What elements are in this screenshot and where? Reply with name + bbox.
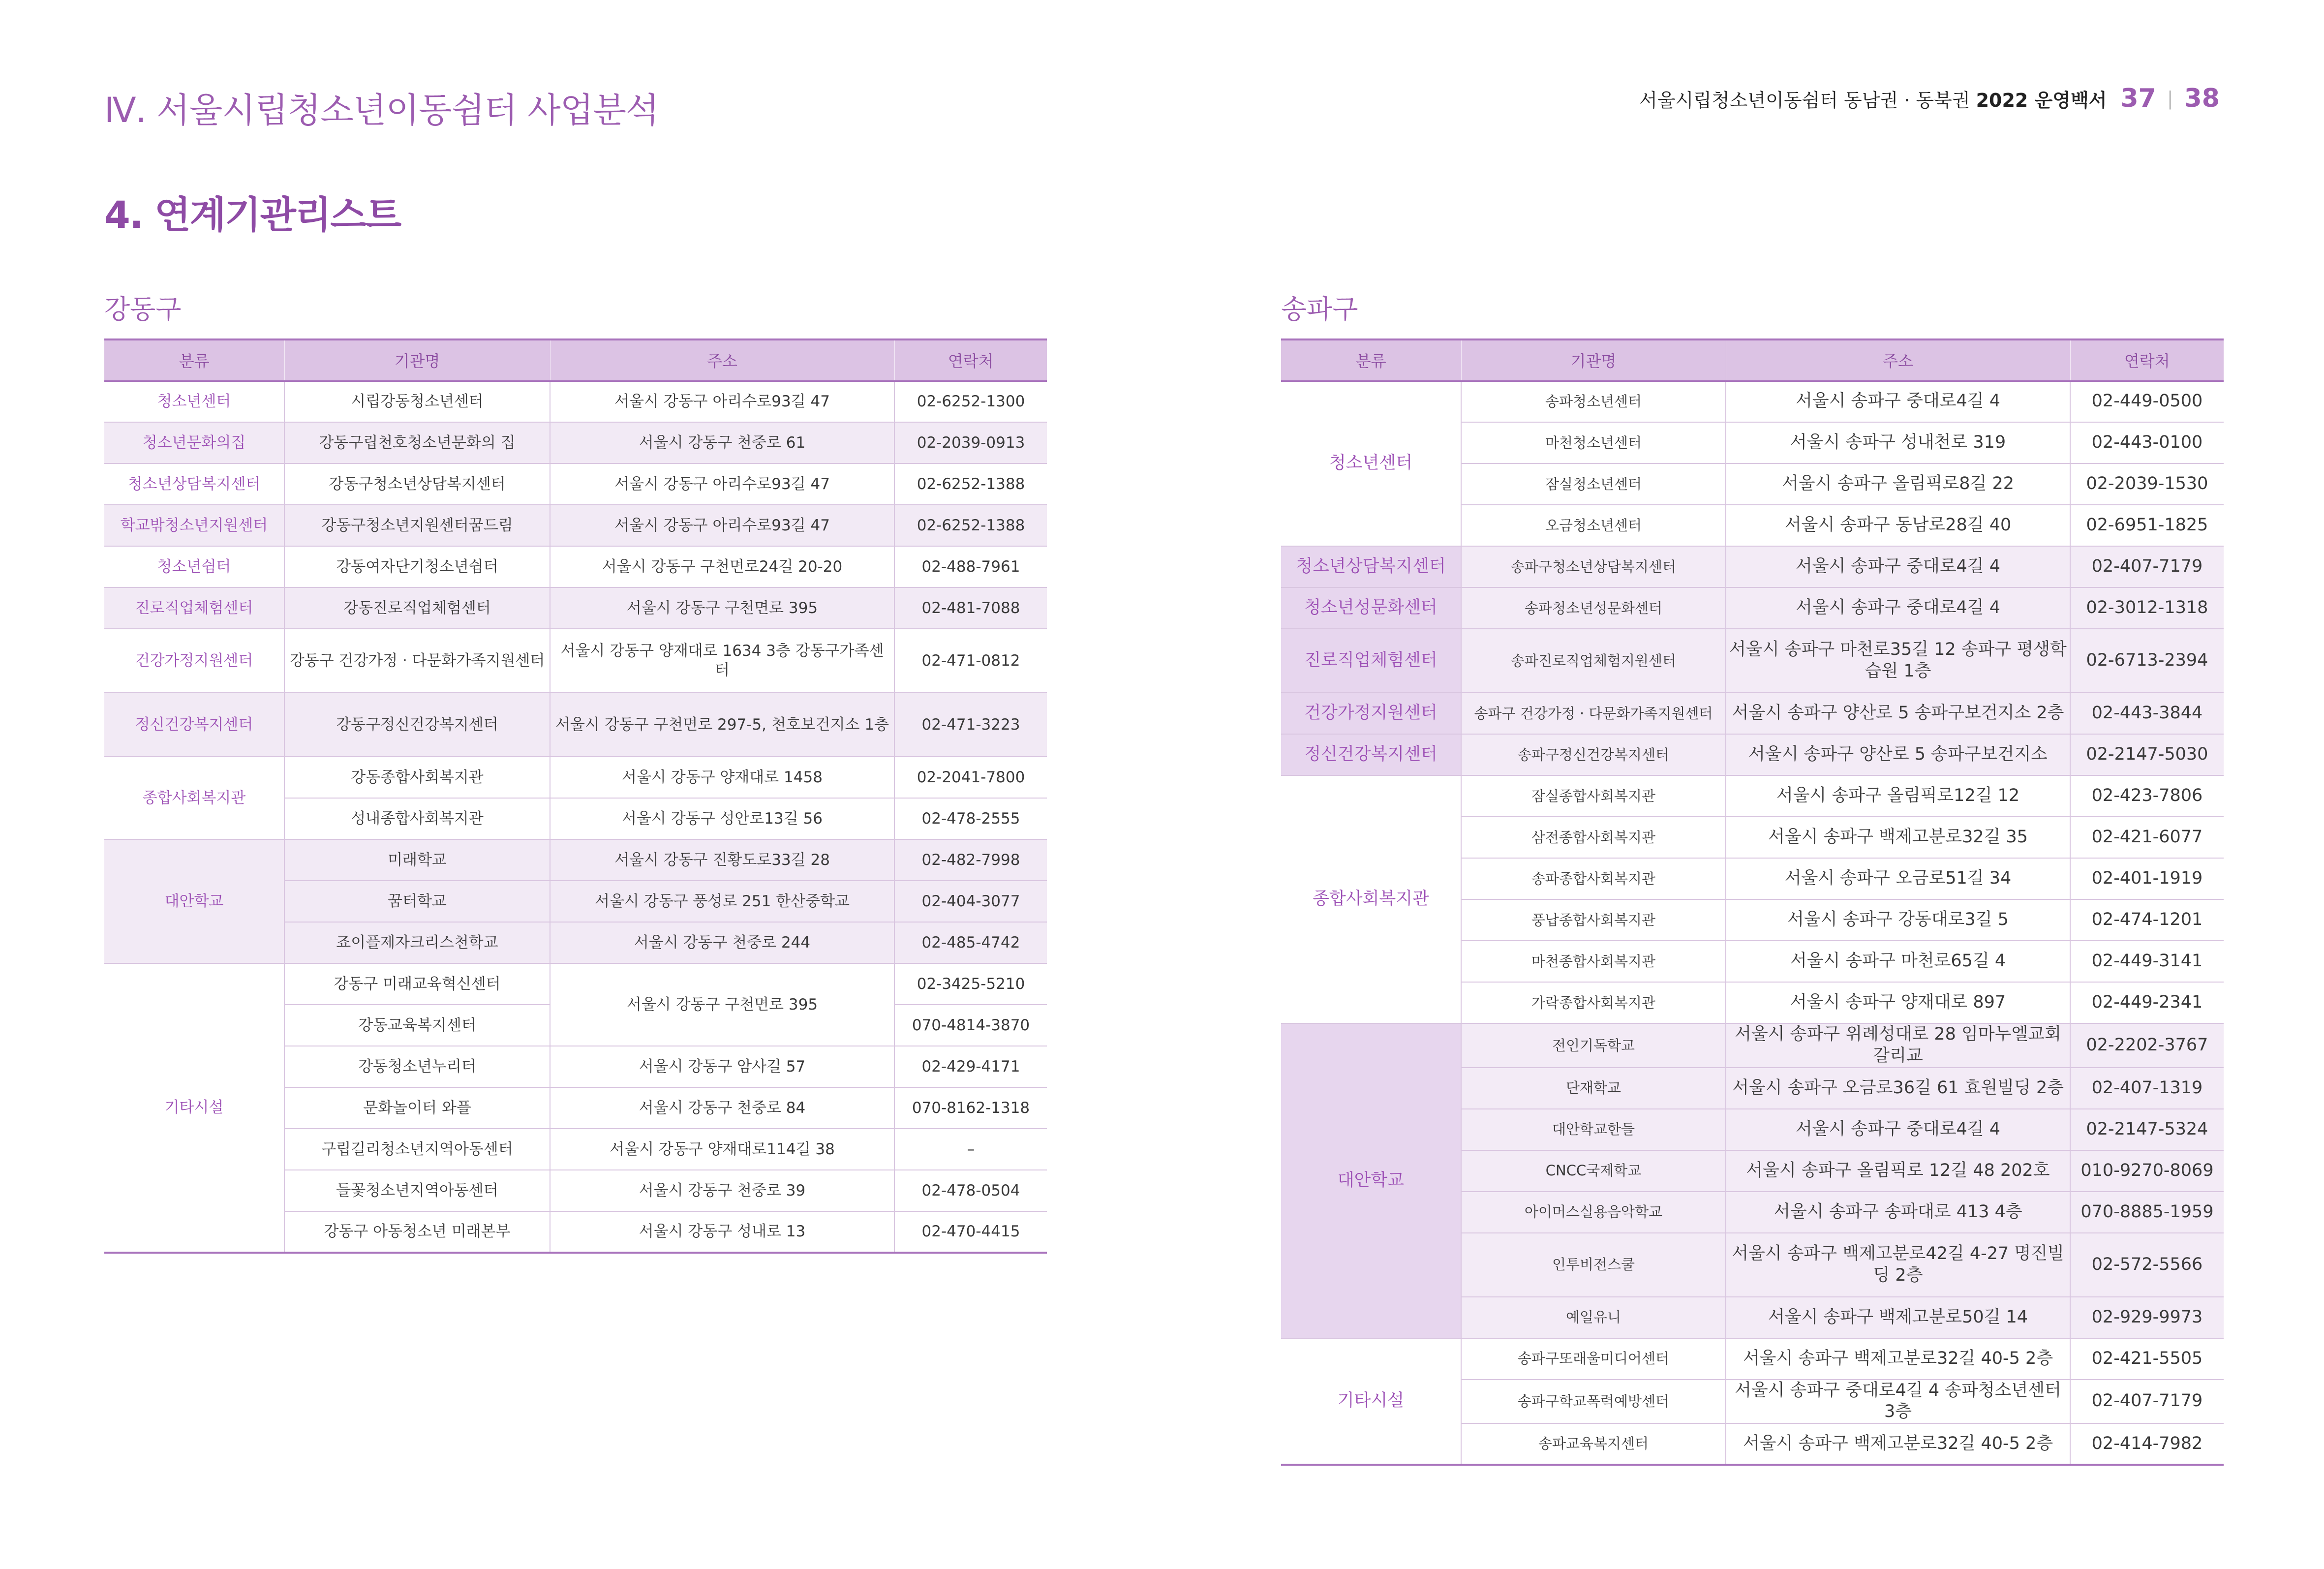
district-heading-gangdong: 강동구 — [104, 294, 182, 325]
address-cell: 서울시 송파구 올림픽로8길 22 — [1726, 463, 2070, 505]
phone-cell: 02-6252-1388 — [894, 463, 1047, 505]
table-row — [104, 463, 1047, 505]
name-cell: 송파진로직업체험지원센터 — [1461, 629, 1726, 693]
name-cell: 송파구청소년상담복지센터 — [1461, 546, 1726, 587]
publication-name: 서울시립청소년이동쉼터 동남권 · 동북권 — [1639, 89, 1970, 111]
name-cell: 송파교육복지센터 — [1461, 1423, 1726, 1465]
address-cell: 서울시 송파구 백제고분로32길 40-5 2층 — [1726, 1338, 2070, 1380]
name-cell: 송파구또래울미디어센터 — [1461, 1338, 1726, 1380]
address-cell: 서울시 강동구 양재대로114길 38 — [550, 1129, 894, 1170]
phone-cell: 02-407-1319 — [2070, 1068, 2224, 1109]
publication-title — [1639, 85, 2107, 112]
address-cell: 서울시 송파구 중대로4길 4 — [1726, 381, 2070, 422]
table-row — [104, 381, 1047, 422]
phone-cell: 02-6951-1825 — [2070, 505, 2224, 546]
name-cell: 송파구 건강가정 · 다문화가족지원센터 — [1461, 693, 1726, 734]
address-cell: 서울시 강동구 아리수로93길 47 — [550, 381, 894, 422]
name-cell: 마천청소년센터 — [1461, 422, 1726, 463]
name-cell: 강동구청소년상담복지센터 — [284, 463, 550, 505]
address-cell: 서울시 송파구 양산로 5 송파구보건지소 — [1726, 734, 2070, 775]
col-header-category: 분류 — [104, 339, 284, 381]
phone-cell: 02-2039-0913 — [894, 422, 1047, 463]
address-cell: 서울시 송파구 백제고분로32길 35 — [1726, 817, 2070, 858]
phone-cell: 02-407-7179 — [2070, 1380, 2224, 1424]
table-row — [1281, 1338, 2224, 1380]
name-cell: CNCC국제학교 — [1461, 1150, 1726, 1192]
phone-cell: 02-478-2555 — [894, 798, 1047, 839]
address-cell: 서울시 송파구 마천로65길 4 — [1726, 941, 2070, 982]
table-row — [104, 546, 1047, 587]
name-cell: 아이머스실용음악학교 — [1461, 1192, 1726, 1233]
chapter-title: 4. 연계기관리스트 — [104, 193, 401, 237]
phone-cell: 070-4814-3870 — [894, 1005, 1047, 1046]
phone-cell: 02-572-5566 — [2070, 1233, 2224, 1297]
address-cell: 서울시 송파구 백제고분로32길 40-5 2층 — [1726, 1423, 2070, 1465]
table-row — [1281, 546, 2224, 587]
table-row — [104, 839, 1047, 881]
category-cell: 정신건강복지센터 — [104, 693, 284, 757]
name-cell: 문화놀이터 와플 — [284, 1087, 550, 1129]
col-header-address: 주소 — [1726, 339, 2070, 381]
name-cell: 강동청소년누리터 — [284, 1046, 550, 1087]
table-row — [104, 629, 1047, 693]
address-cell: 서울시 송파구 양산로 5 송파구보건지소 2층 — [1726, 693, 2070, 734]
phone-cell: 02-443-3844 — [2070, 693, 2224, 734]
category-cell: 청소년상담복지센터 — [1281, 546, 1461, 587]
phone-cell: 02-2147-5324 — [2070, 1109, 2224, 1150]
phone-cell: 02-6252-1388 — [894, 505, 1047, 546]
name-cell: 강동여자단기청소년쉼터 — [284, 546, 550, 587]
address-cell: 서울시 송파구 올림픽로 12길 48 202호 — [1726, 1150, 2070, 1192]
category-cell: 진로직업체험센터 — [1281, 629, 1461, 693]
category-cell: 종합사회복지관 — [1281, 775, 1461, 1023]
address-cell: 서울시 강동구 풍성로 251 한산중학교 — [550, 881, 894, 922]
name-cell: 들꽃청소년지역아동센터 — [284, 1170, 550, 1211]
phone-cell: 02-3012-1318 — [2070, 587, 2224, 629]
address-cell: 서울시 강동구 성내로 13 — [550, 1211, 894, 1253]
col-header-phone: 연락처 — [2070, 339, 2224, 381]
address-cell: 서울시 송파구 동남로28길 40 — [1726, 505, 2070, 546]
page-number-left: 37 — [2120, 84, 2156, 113]
name-cell: 잠실청소년센터 — [1461, 463, 1726, 505]
phone-cell: 02-421-6077 — [2070, 817, 2224, 858]
name-cell: 송파청소년센터 — [1461, 381, 1726, 422]
category-cell: 진로직업체험센터 — [104, 587, 284, 629]
name-cell: 성내종합사회복지관 — [284, 798, 550, 839]
address-cell: 서울시 송파구 양재대로 897 — [1726, 982, 2070, 1023]
address-cell: 서울시 송파구 오금로51길 34 — [1726, 858, 2070, 899]
table-body — [1281, 381, 2224, 1465]
phone-cell: 02-2041-7800 — [894, 757, 1047, 798]
address-cell: 서울시 강동구 구천면로 395 — [550, 587, 894, 629]
phone-cell: 02-478-0504 — [894, 1170, 1047, 1211]
name-cell: 강동구정신건강복지센터 — [284, 693, 550, 757]
address-cell: 서울시 송파구 강동대로3길 5 — [1726, 899, 2070, 941]
name-cell: 강동구 아동청소년 미래본부 — [284, 1211, 550, 1253]
table-row — [1281, 693, 2224, 734]
phone-cell: 02-471-3223 — [894, 693, 1047, 757]
table-row — [104, 587, 1047, 629]
category-cell: 청소년쉼터 — [104, 546, 284, 587]
phone-cell: 070-8885-1959 — [2070, 1192, 2224, 1233]
phone-cell: 02-929-9973 — [2070, 1297, 2224, 1338]
table-row — [1281, 1023, 2224, 1068]
page-separator: | — [2167, 88, 2173, 109]
table-row — [104, 693, 1047, 757]
address-cell: 서울시 강동구 암사길 57 — [550, 1046, 894, 1087]
phone-cell: 02-443-0100 — [2070, 422, 2224, 463]
name-cell: 강동구 미래교육혁신센터 — [284, 963, 550, 1005]
name-cell: 송파청소년성문화센터 — [1461, 587, 1726, 629]
name-cell: 강동종합사회복지관 — [284, 757, 550, 798]
category-cell: 정신건강복지센터 — [1281, 734, 1461, 775]
name-cell: 풍납종합사회복지관 — [1461, 899, 1726, 941]
address-cell: 서울시 송파구 중대로4길 4 송파청소년센터 3층 — [1726, 1380, 2070, 1424]
category-cell: 청소년상담복지센터 — [104, 463, 284, 505]
phone-cell: 02-449-3141 — [2070, 941, 2224, 982]
phone-cell: 02-449-2341 — [2070, 982, 2224, 1023]
address-cell: 서울시 강동구 천중로 61 — [550, 422, 894, 463]
address-cell: 서울시 송파구 마천로35길 12 송파구 평생학습원 1층 — [1726, 629, 2070, 693]
phone-cell: 02-470-4415 — [894, 1211, 1047, 1253]
category-cell: 기타시설 — [1281, 1338, 1461, 1465]
phone-cell: 02-429-4171 — [894, 1046, 1047, 1087]
phone-cell: 02-2202-3767 — [2070, 1023, 2224, 1068]
phone-cell: 02-401-1919 — [2070, 858, 2224, 899]
name-cell: 가락종합사회복지관 — [1461, 982, 1726, 1023]
agency-table-gangdong — [104, 338, 1047, 1254]
col-header-address: 주소 — [550, 339, 894, 381]
table-row — [104, 422, 1047, 463]
name-cell: 송파구정신건강복지센터 — [1461, 734, 1726, 775]
district-heading-songpa: 송파구 — [1281, 294, 1358, 325]
category-cell: 종합사회복지관 — [104, 757, 284, 839]
address-cell: 서울시 송파구 성내천로 319 — [1726, 422, 2070, 463]
name-cell: 인투비전스쿨 — [1461, 1233, 1726, 1297]
table-row — [1281, 381, 2224, 422]
name-cell: 대안학교한들 — [1461, 1109, 1726, 1150]
category-cell: 학교밖청소년지원센터 — [104, 505, 284, 546]
phone-cell: 02-2147-5030 — [2070, 734, 2224, 775]
phone-cell: 010-9270-8069 — [2070, 1150, 2224, 1192]
phone-cell: – — [894, 1129, 1047, 1170]
publication-year: 2022 운영백서 — [1976, 89, 2107, 111]
name-cell: 강동교육복지센터 — [284, 1005, 550, 1046]
phone-cell: 02-482-7998 — [894, 839, 1047, 881]
phone-cell: 02-485-4742 — [894, 922, 1047, 963]
category-cell: 대안학교 — [104, 839, 284, 963]
address-cell: 서울시 강동구 구천면로24길 20-20 — [550, 546, 894, 587]
phone-cell: 02-471-0812 — [894, 629, 1047, 693]
address-cell: 서울시 강동구 구천면로 395 — [550, 963, 894, 1046]
name-cell: 시립강동청소년센터 — [284, 381, 550, 422]
address-cell: 서울시 강동구 구천면로 297-5, 천호보건지소 1층 — [550, 693, 894, 757]
col-header-name: 기관명 — [284, 339, 550, 381]
category-cell: 청소년문화의집 — [104, 422, 284, 463]
name-cell: 강동구청소년지원센터꿈드림 — [284, 505, 550, 546]
phone-cell: 02-423-7806 — [2070, 775, 2224, 817]
col-header-phone: 연락처 — [894, 339, 1047, 381]
address-cell: 서울시 강동구 아리수로93길 47 — [550, 505, 894, 546]
phone-cell: 02-6713-2394 — [2070, 629, 2224, 693]
address-cell: 서울시 강동구 양재대로 1458 — [550, 757, 894, 798]
category-cell: 기타시설 — [104, 963, 284, 1253]
name-cell: 강동구 건강가정 · 다문화가족지원센터 — [284, 629, 550, 693]
address-cell: 서울시 강동구 천중로 84 — [550, 1087, 894, 1129]
phone-cell: 02-449-0500 — [2070, 381, 2224, 422]
address-cell: 서울시 송파구 중대로4길 4 — [1726, 546, 2070, 587]
name-cell: 전인기독학교 — [1461, 1023, 1726, 1068]
address-cell: 서울시 강동구 양재대로 1634 3층 강동구가족센터 — [550, 629, 894, 693]
address-cell: 서울시 강동구 아리수로93길 47 — [550, 463, 894, 505]
address-cell: 서울시 송파구 위례성대로 28 임마누엘교회갈리교 — [1726, 1023, 2070, 1068]
name-cell: 송파종합사회복지관 — [1461, 858, 1726, 899]
table-row — [1281, 775, 2224, 817]
category-cell: 청소년센터 — [1281, 381, 1461, 546]
name-cell: 송파구학교폭력예방센터 — [1461, 1380, 1726, 1424]
col-header-name: 기관명 — [1461, 339, 1726, 381]
table-header-row — [104, 339, 1047, 381]
table-row — [1281, 629, 2224, 693]
phone-cell: 02-474-1201 — [2070, 899, 2224, 941]
address-cell: 서울시 송파구 중대로4길 4 — [1726, 587, 2070, 629]
table-row — [104, 757, 1047, 798]
address-cell: 서울시 강동구 성안로13길 56 — [550, 798, 894, 839]
category-cell: 대안학교 — [1281, 1023, 1461, 1338]
address-cell: 서울시 송파구 백제고분로50길 14 — [1726, 1297, 2070, 1338]
table-row — [1281, 587, 2224, 629]
name-cell: 강동진로직업체험센터 — [284, 587, 550, 629]
name-cell: 꿈터학교 — [284, 881, 550, 922]
phone-cell: 02-488-7961 — [894, 546, 1047, 587]
phone-cell: 02-414-7982 — [2070, 1423, 2224, 1465]
phone-cell: 02-3425-5210 — [894, 963, 1047, 1005]
address-cell: 서울시 송파구 올림픽로12길 12 — [1726, 775, 2070, 817]
address-cell: 서울시 송파구 송파대로 413 4층 — [1726, 1192, 2070, 1233]
col-header-category: 분류 — [1281, 339, 1461, 381]
address-cell: 서울시 강동구 진황도로33길 28 — [550, 839, 894, 881]
agency-table-songpa — [1281, 338, 2224, 1466]
section-title: Ⅳ. 서울시립청소년이동쉼터 사업분석 — [104, 90, 659, 130]
address-cell: 서울시 강동구 천중로 244 — [550, 922, 894, 963]
name-cell: 예일유니 — [1461, 1297, 1726, 1338]
category-cell: 건강가정지원센터 — [104, 629, 284, 693]
name-cell: 미래학교 — [284, 839, 550, 881]
phone-cell: 070-8162-1318 — [894, 1087, 1047, 1129]
table-row — [104, 963, 1047, 1005]
name-cell: 마천종합사회복지관 — [1461, 941, 1726, 982]
name-cell: 강동구립천호청소년문화의 집 — [284, 422, 550, 463]
table-header-row — [1281, 339, 2224, 381]
name-cell: 오금청소년센터 — [1461, 505, 1726, 546]
table-row — [104, 505, 1047, 546]
category-cell: 건강가정지원센터 — [1281, 693, 1461, 734]
name-cell: 단재학교 — [1461, 1068, 1726, 1109]
table-row — [1281, 734, 2224, 775]
phone-cell: 02-2039-1530 — [2070, 463, 2224, 505]
name-cell: 잠실종합사회복지관 — [1461, 775, 1726, 817]
phone-cell: 02-6252-1300 — [894, 381, 1047, 422]
address-cell: 서울시 송파구 백제고분로42길 4-27 명진빌딩 2층 — [1726, 1233, 2070, 1297]
table-body — [104, 381, 1047, 1253]
name-cell: 죠이플제자크리스천학교 — [284, 922, 550, 963]
address-cell: 서울시 송파구 중대로4길 4 — [1726, 1109, 2070, 1150]
name-cell: 삼전종합사회복지관 — [1461, 817, 1726, 858]
running-head — [1639, 84, 2220, 113]
phone-cell: 02-404-3077 — [894, 881, 1047, 922]
phone-cell: 02-407-7179 — [2070, 546, 2224, 587]
page-number-right: 38 — [2184, 84, 2220, 113]
phone-cell: 02-421-5505 — [2070, 1338, 2224, 1380]
category-cell: 청소년성문화센터 — [1281, 587, 1461, 629]
category-cell: 청소년센터 — [104, 381, 284, 422]
address-cell: 서울시 송파구 오금로36길 61 효원빌딩 2층 — [1726, 1068, 2070, 1109]
phone-cell: 02-481-7088 — [894, 587, 1047, 629]
address-cell: 서울시 강동구 천중로 39 — [550, 1170, 894, 1211]
name-cell: 구립길리청소년지역아동센터 — [284, 1129, 550, 1170]
